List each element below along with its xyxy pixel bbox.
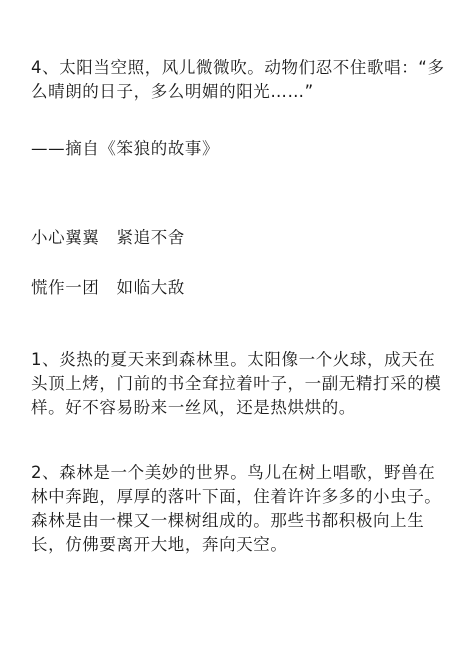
paragraph-line: 1、炎热的夏天来到森林里。太阳像一个火球，成天在 <box>31 350 436 369</box>
paragraph-line: 森林是由一棵又一棵树组成的。那些书都积极向上生 <box>31 511 425 530</box>
paragraph-4 <box>31 56 451 104</box>
paragraph-line: 样。好不容易盼来一丝风，还是热烘烘的。 <box>31 398 356 417</box>
paragraph-line: 林中奔跑，厚厚的落叶下面，住着许许多多的小虫子。 <box>31 487 442 506</box>
paragraph-1 <box>31 348 451 420</box>
word-pair-2: 慌作一团 如临大敌 <box>31 278 185 297</box>
paragraph-2 <box>31 461 451 557</box>
word-pair-1: 小心翼翼 紧追不舍 <box>31 228 185 247</box>
paragraph-line: 么晴朗的日子，多么明媚的阳光……” <box>31 82 314 101</box>
paragraph-line: 头顶上烤，门前的书全耷拉着叶子，一副无精打采的模 <box>31 374 442 393</box>
paragraph-line: 长，仿佛要离开大地，奔向天空。 <box>31 535 288 554</box>
paragraph-line: 4、太阳当空照，风儿微微吹。动物们忍不住歌唱：“多 <box>31 58 445 77</box>
paragraph-line: 2、森林是一个美妙的世界。鸟儿在树上唱歌，野兽在 <box>31 463 436 482</box>
source-citation: ——摘自《笨狼的故事》 <box>31 139 220 158</box>
